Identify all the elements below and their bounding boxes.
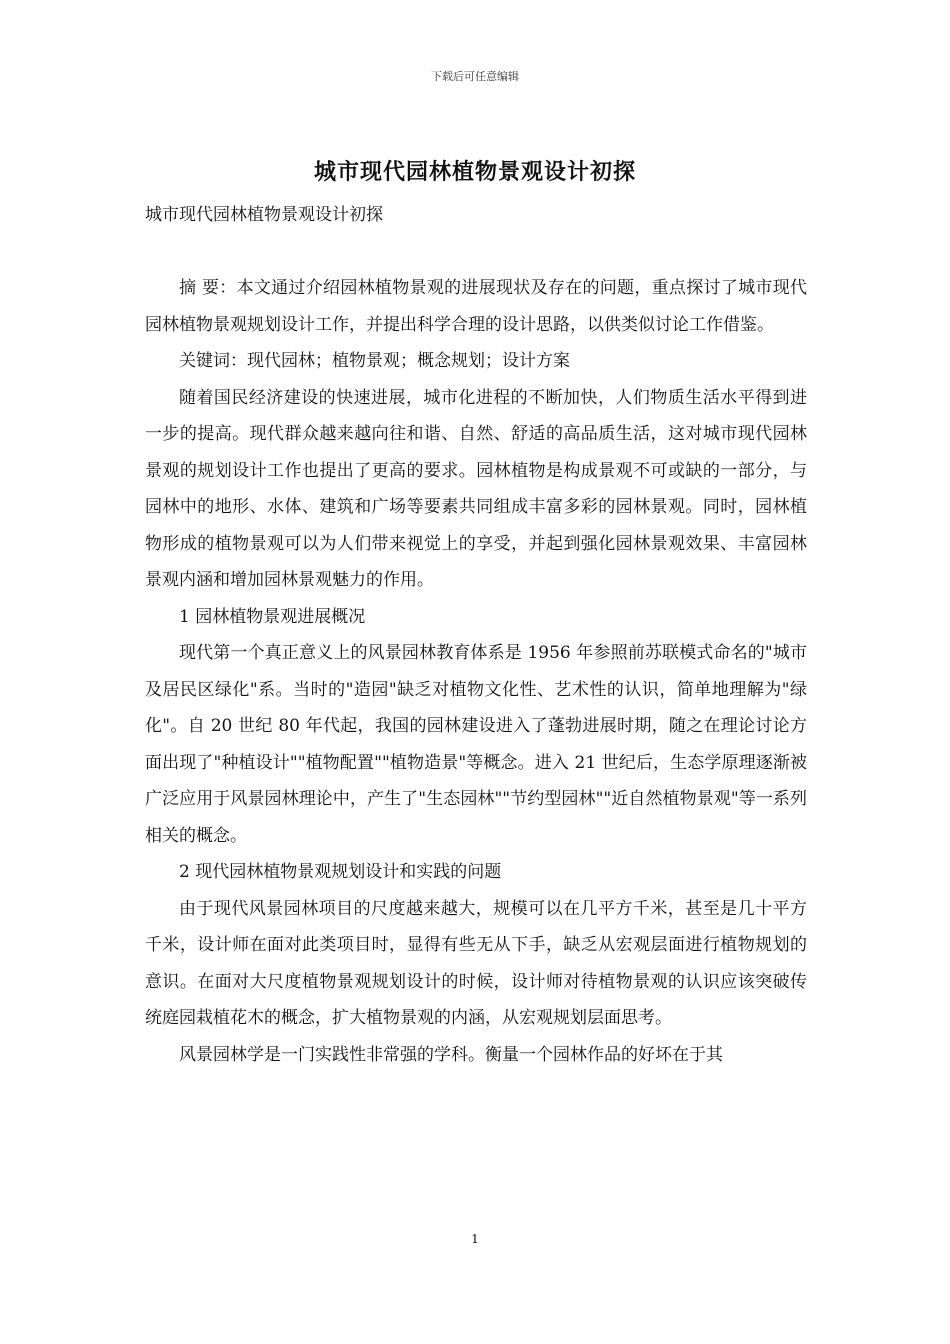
keywords-paragraph: 关键词：现代园林；植物景观；概念规划；设计方案 [179,351,570,371]
section-heading: 2 现代园林植物景观规划设计和实践的问题 [179,862,502,882]
page-number: 1 [471,1232,479,1246]
body-paragraph: 随着国民经济建设的快速进展，城市化进程的不断加快，人们物质生活水平得到进一步的提高。现代群众越来越向往和谐、自然、舒适的高品质生活，这对城市现代园林景观的规划设计工作也提出了更高的要求。园林植物是构成景观不可或缺的一部分，与园林中的地形、水体、建筑和广场等要素共同组成丰富多彩的园林景观。同时，园林植物形成的植物景观可以为人们带来视觉上的享受，并起到强化园林景观效果、丰富园林景观内涵和增加园林景观魅力的作用。 [145,387,807,590]
abstract-paragraph: 摘 要：本文通过介绍园林植物景观的进展现状及存在的问题，重点探讨了城市现代园林植物景观规划设计工作，并提出科学合理的设计思路，以供类似讨论工作借鉴。 [145,278,807,335]
body-paragraph: 现代第一个真正意义上的风景园林教育体系是 1956 年参照前苏联模式命名的"城市及居民区绿化"系。当时的"造园"缺乏对植物文化性、艺术性的认识，简单地理解为"绿化"。自 20 世纪 80 年代起，我国的园林建设进入了蓬勃进展时期，随之在理论讨论方面出现了"种植设计""植物配置""植物造景"等概念。进入 21 世纪后，生态学原理逐渐被广泛应用于风景园林理论中，产生了"生态园林""节约型园林""近自然植物景观"等一系列相关的概念。 [145,643,807,846]
header-note: 下载后可任意编辑 [431,70,519,83]
document-subtitle: 城市现代园林植物景观设计初探 [145,205,383,225]
body-paragraph: 由于现代风景园林项目的尺度越来越大，规模可以在几平方千米，甚至是几十平方千米，设计师在面对此类项目时，显得有些无从下手，缺乏从宏观层面进行植物规划的意识。在面对大尺度植物景观规划设计的时候，设计师对待植物景观的认识应该突破传统庭园栽植花木的概念，扩大植物景观的内涵，从宏观规划层面思考。 [145,898,807,1028]
section-heading: 1 园林植物景观进展概况 [179,606,366,627]
document-title: 城市现代园林植物景观设计初探 [313,159,636,185]
document-body [145,270,807,1073]
body-paragraph: 风景园林学是一门实践性非常强的学科。衡量一个园林作品的好坏在于其 [179,1044,723,1065]
